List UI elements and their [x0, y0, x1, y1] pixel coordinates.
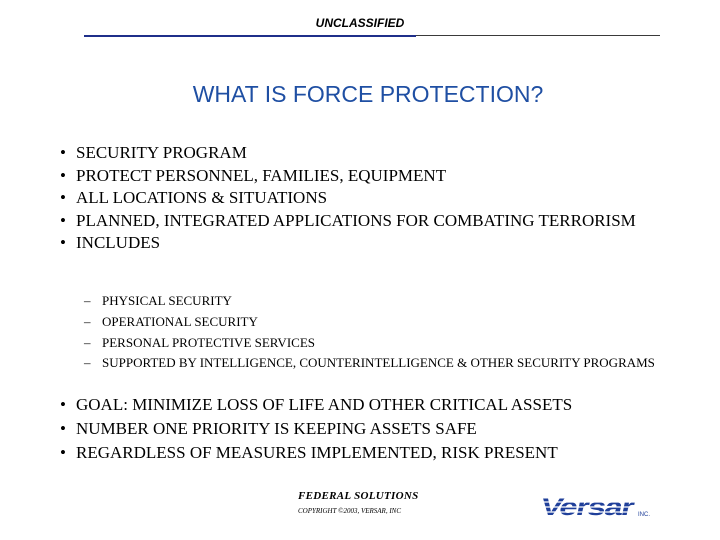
sub-bullet-item [84, 336, 684, 351]
versar-logo [538, 493, 658, 521]
bullet-item [60, 143, 710, 163]
sub-bullet-text: PERSONAL PROTECTIVE SERVICES [102, 334, 315, 350]
summary-bullet-list [60, 395, 710, 467]
main-bullet-list [60, 143, 710, 256]
footer-copyright: COPYRIGHT ©2003, VERSAR, INC [298, 507, 401, 515]
logo-wordmark: Versar [538, 494, 612, 521]
bullet-glyph: • [60, 443, 66, 462]
dash-glyph: – [84, 334, 91, 350]
bullet-text: NUMBER ONE PRIORITY IS KEEPING ASSETS SAFE [76, 419, 477, 438]
bullet-glyph: • [60, 143, 66, 162]
bullet-item [60, 419, 710, 439]
bullet-text: REGARDLESS OF MEASURES IMPLEMENTED, RISK PRESENT [76, 443, 558, 462]
bullet-text: INCLUDES [76, 233, 161, 253]
sub-bullet-text: SUPPORTED BY INTELLIGENCE, COUNTERINTELLIGENCE & OTHER SECURITY PROGRAMS [102, 355, 655, 371]
sub-bullet-item [84, 294, 684, 309]
sub-bullet-item [84, 315, 684, 330]
footer-org-name: FEDERAL SOLUTIONS [298, 490, 419, 502]
bullet-item [60, 233, 710, 253]
classification-label: UNCLASSIFIED [315, 16, 405, 30]
bullet-glyph: • [60, 395, 66, 414]
header-rule [416, 35, 660, 36]
bullet-item [60, 188, 710, 208]
bullet-item [60, 166, 710, 186]
dash-glyph: – [84, 355, 91, 371]
header-rule-accent [84, 35, 416, 37]
sub-bullet-item [84, 356, 677, 371]
bullet-text: PLANNED, INTEGRATED APPLICATIONS FOR COMBATING TERRORISM [76, 210, 636, 230]
sub-bullet-text: OPERATIONAL SECURITY [102, 313, 258, 329]
slide-title: WHAT IS FORCE PROTECTION? [192, 81, 544, 107]
logo-suffix: INC. [638, 512, 650, 518]
bullet-text: SECURITY PROGRAM [76, 143, 247, 162]
bullet-glyph: • [60, 233, 66, 253]
bullet-text: PROTECT PERSONNEL, FAMILIES, EQUIPMENT [76, 165, 447, 185]
bullet-item [60, 443, 710, 463]
dash-glyph: – [84, 313, 91, 329]
bullet-glyph: • [60, 210, 66, 230]
dash-glyph: – [84, 293, 91, 308]
bullet-item [60, 211, 651, 231]
versar-logo-graphic [538, 493, 658, 521]
bullet-text: GOAL: MINIMIZE LOSS OF LIFE AND OTHER CRITICAL ASSETS [76, 395, 573, 414]
sub-bullet-text: PHYSICAL SECURITY [102, 293, 232, 308]
bullet-glyph: • [60, 419, 66, 438]
bullet-glyph: • [60, 165, 66, 185]
bullet-text: ALL LOCATIONS & SITUATIONS [76, 188, 328, 208]
bullet-item [60, 395, 710, 415]
sub-bullet-list [84, 294, 684, 377]
bullet-glyph: • [60, 188, 66, 208]
